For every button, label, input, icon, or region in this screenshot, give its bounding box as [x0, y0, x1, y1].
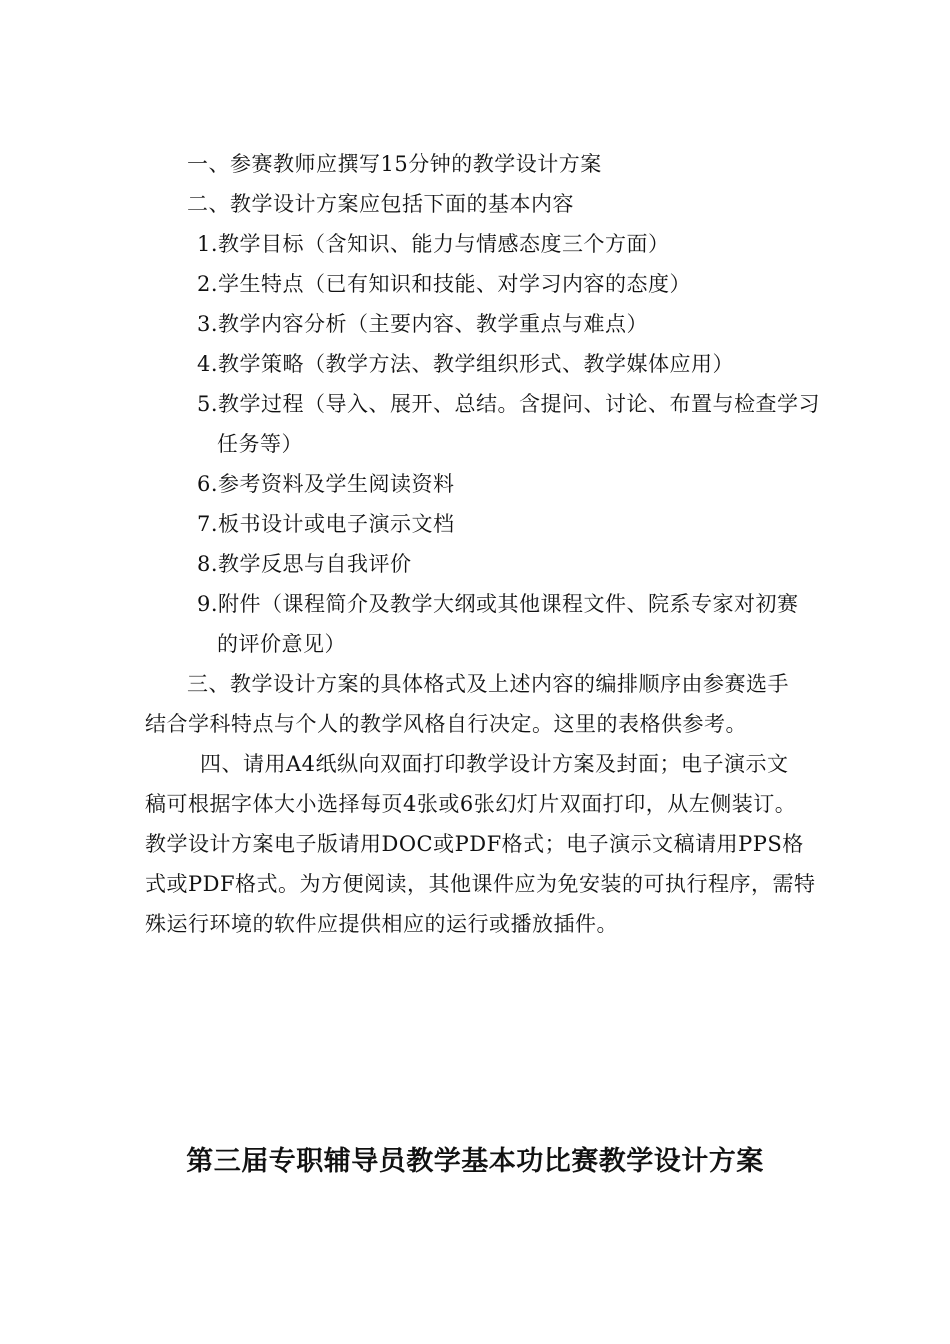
item-2: 2.学生特点（已有知识和技能、对学习内容的态度） — [197, 272, 692, 296]
section-1-heading: 一、参赛教师应撰写15分钟的教学设计方案 — [187, 152, 602, 176]
document-title: 第三届专职辅导员教学基本功比赛教学设计方案 — [186, 1146, 764, 1177]
section-4-paragraph: 四、请用A4纸纵向双面打印教学设计方案及封面；电子演示文 — [200, 752, 789, 776]
section-4-paragraph-line-4: 式或PDF格式。为方便阅读，其他课件应为免安装的可执行程序，需特 — [145, 872, 816, 896]
item-3: 3.教学内容分析（主要内容、教学重点与难点） — [197, 312, 649, 336]
item-5-continuation: 任务等） — [217, 432, 303, 456]
item-5: 5.教学过程（导入、展开、总结。含提问、讨论、布置与检查学习 — [197, 392, 821, 416]
item-8: 8.教学反思与自我评价 — [197, 552, 412, 576]
item-1: 1.教学目标（含知识、能力与情感态度三个方面） — [197, 232, 670, 256]
item-7: 7.板书设计或电子演示文档 — [197, 512, 455, 536]
section-4-paragraph-line-2: 稿可根据字体大小选择每页4张或6张幻灯片双面打印，从左侧装订。 — [145, 792, 797, 816]
item-9-continuation: 的评价意见） — [217, 632, 346, 656]
section-3-paragraph: 三、教学设计方案的具体格式及上述内容的编排顺序由参赛选手 — [187, 672, 789, 696]
item-9: 9.附件（课程简介及教学大纲或其他课程文件、院系专家对初赛 — [197, 592, 799, 616]
section-2-heading: 二、教学设计方案应包括下面的基本内容 — [187, 192, 574, 216]
section-4-paragraph-line-5: 殊运行环境的软件应提供相应的运行或播放插件。 — [145, 912, 618, 936]
section-4-paragraph-line-3: 教学设计方案电子版请用DOC或PDF格式；电子演示文稿请用PPS格 — [145, 832, 804, 856]
item-6: 6.参考资料及学生阅读资料 — [197, 472, 455, 496]
item-4: 4.教学策略（教学方法、教学组织形式、教学媒体应用） — [197, 352, 735, 376]
section-3-paragraph-continuation: 结合学科特点与个人的教学风格自行决定。这里的表格供参考。 — [145, 712, 747, 736]
